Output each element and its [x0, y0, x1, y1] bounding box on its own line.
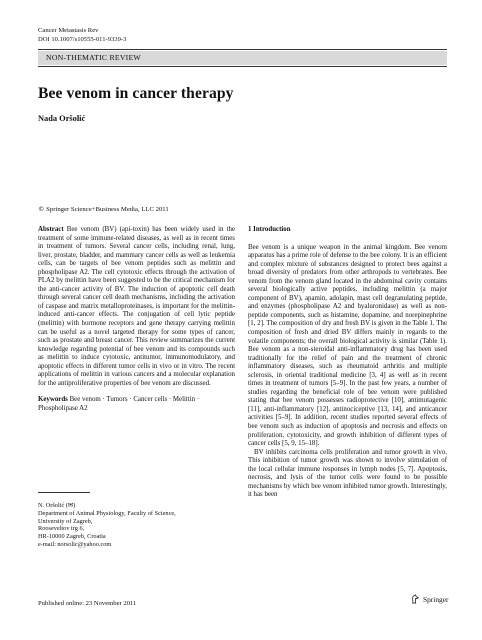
author-name: Nada Oršolić [38, 114, 86, 123]
journal-header [38, 27, 126, 44]
keywords-text: Bee venom · Tumors · Cancer cells · Melittin · Phospholipase A2 [38, 396, 200, 412]
corr-line: University of Zagreb, [38, 517, 93, 525]
section-label: NON-THEMATIC REVIEW [46, 53, 141, 62]
copyright-text: Springer Science+Business Media, LLC 2011 [44, 206, 169, 213]
journal-name: Cancer Metastasis Rev [38, 27, 99, 34]
corr-line: HR-10000 Zagreb, Croatia [38, 533, 106, 541]
corr-name: N. Oršolić (✉) [38, 502, 76, 509]
footnote-rule [38, 492, 90, 493]
section-band [38, 51, 447, 65]
published-date: Published online: 23 November 2011 [38, 600, 137, 607]
keywords [38, 396, 235, 413]
publisher-name: Springer [423, 594, 449, 604]
copyright-line [38, 205, 169, 213]
correspondence [38, 502, 176, 549]
abstract-text: Bee venom (BV) (api-toxin) has been widely used in the treatment of some immune-related diseases, as well as in recent times in treatment of tumors. Several cancer cells, including renal, lung, liver, prostate, bladder, and mammary cancer cells as well as leukemia cells, can be targets of bee venom peptides such as melittin and phospholipase A2. The cell cytotoxic effects through the activation of PLA2 by melittin have been suggested to be the critical mechanism for the anti-cancer activity of BV. The induction of apoptotic cell death through several cancer cell death mechanisms, including the activation of caspase and matrix metalloproteinases, is important for the melittin-induced anti-cancer effects. The conjugation of cell lytic peptide (melittin) with hormone receptors and gene therapy carrying melittin can be useful as a novel targeted therapy for some types of cancer, such as prostate and breast cancer. This review summarizes the current knowledge regarding potential of bee venom and its compounds such as melittin to induce cytotoxic, antitumor, immunomodulatory, and apoptotic effects in different tumor cells in vivo or in vitro. The recent applications of melittin in various cancers and a molecular explanation for the antiproliferative properties of bee venom are discussed. [38, 226, 235, 387]
keywords-label: Keywords [38, 396, 68, 404]
intro-heading: 1 Introduction [248, 226, 291, 233]
paper-title: Bee venom in cancer therapy [38, 85, 234, 102]
corr-line: Department of Animal Physiology, Faculty of Science, [38, 509, 176, 517]
copyright-symbol: © [38, 205, 45, 213]
intro-paragraph-2: BV inhibits carcinoma cells proliferation and tumor growth in vivo. This inhibition of tumor growth was shown to involve stimulation of the local cellular immune responses in lymph nodes [5, 7]. Apoptosis, necrosis, and lysis of the tumor cells were found to be possible mechanisms by which bee venom inhibited tumor growth. Interestingly, it has been [248, 448, 447, 499]
top-rule [38, 49, 447, 50]
band-rule [38, 66, 447, 67]
springer-horse-icon [411, 594, 420, 604]
left-column [38, 226, 235, 413]
publisher-logo [411, 594, 448, 604]
right-column [248, 226, 447, 500]
corr-line: Rooseveltov trg 6, [38, 525, 85, 533]
corr-email[interactable]: e-mail: norsolic@yahoo.com [38, 540, 112, 548]
abstract [38, 226, 235, 388]
abstract-label: Abstract [38, 226, 64, 233]
intro-paragraph-1: Bee venom is a unique weapon in the animal kingdom. Bee venom apparatus has a prime role of defense to the bee colony. It is an efficient and complex mixture of substances designed to protect bees against a broad diversity of predators from other arthropods to vertebrates. Bee venom from the venom gland located in the abdominal cavity contains several biologically active peptides, including melittin (a major component of BV), apamin, adolapin, mast cell degranulating peptide, and enzymes (phospholipase A2 and hyaluronidase) as well as non-peptide components, such as histamine, dopamine, and norepinephrine [1, 2]. The composition of dry and fresh BV is given in the Table 1. The composition of fresh and dried BV differs mainly in regards to the volatile components; the overall biological activity is similar (Table 1). Bee venom as a non-steroidal anti-inflammatory drug has been used traditionally for the relief of pain and the treatment of chronic inflammatory diseases, such as rheumatoid arthritis and multiple sclerosis, in oriental traditional medicine [3, 4] as well as in recent times in treatment of tumors [5–9]. In the past few years, a number of studies regarding the beneficial role of bee venom were published stating that bee venom possesses radioprotective [10], antimutagenic [11], anti-inflammatory [12], antinociceptive [13, 14], and anticancer activities [5–9]. In addition, recent studies reported several effects of bee venom such as induction of apoptosis and necrosis and effects on proliferation, cytotoxicity, and growth inhibition of different types of cancer cells [5, 9, 15–18]. [248, 243, 447, 448]
doi: DOI 10.1007/s10555-011-9339-3 [38, 35, 127, 43]
